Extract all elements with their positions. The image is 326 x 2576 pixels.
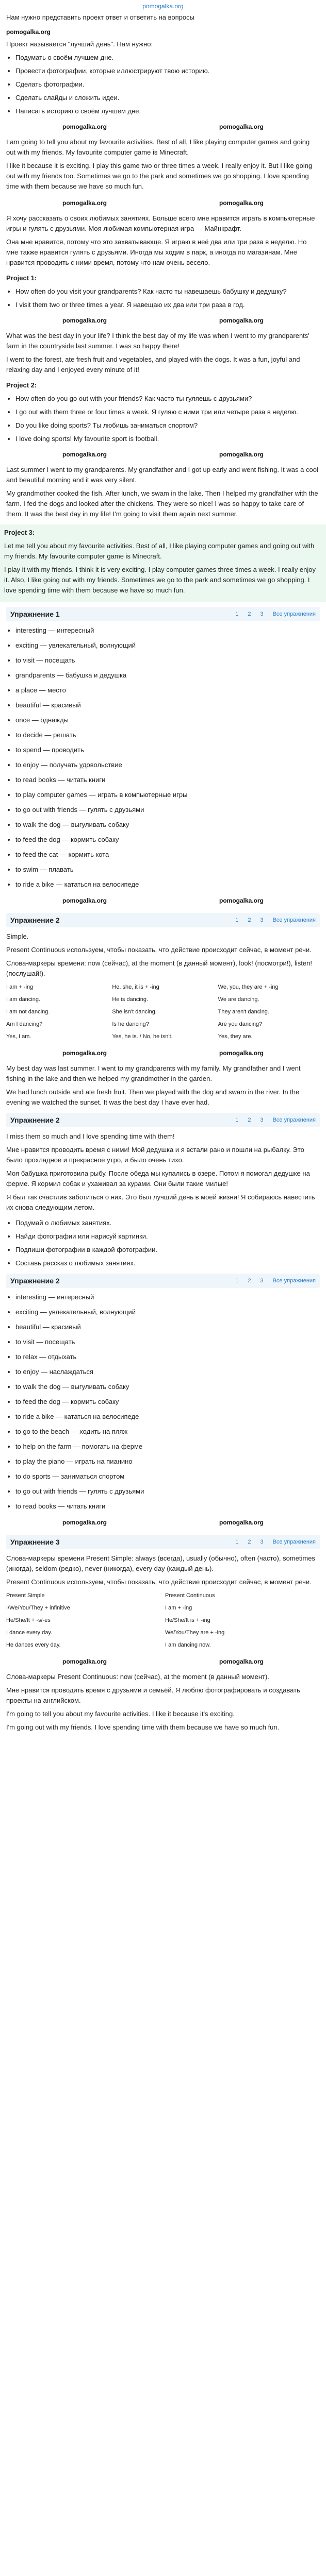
project-title: Project 1:	[6, 274, 37, 282]
table-cell: Yes, he is. / No, he isn't.	[112, 1033, 173, 1040]
project-text: What was the best day in your life? I think the best day of my life was when I went to my grandparents' farm in the countryside last summer. I was so happy there!	[6, 332, 309, 350]
exercise-header	[6, 607, 320, 621]
step-item: • Написать историю о своём лучшем дне.	[15, 106, 320, 116]
step-item: • Сделать фотографии.	[15, 79, 320, 90]
vocabulary-list	[15, 1292, 320, 1512]
task-item: • Подумай о любимых занятиях.	[15, 1218, 320, 1228]
text-paragraph: Слова-маркеры Present Continuous: now (сейчас), at the moment (в данный момент).	[6, 1673, 269, 1681]
all-exercises-link[interactable]: Все упражнения	[272, 1278, 316, 1284]
exercise-nav-link[interactable]: 2	[248, 1278, 251, 1284]
exercise-nav-link[interactable]: 1	[235, 1539, 239, 1545]
table-cell: He dances every day.	[6, 1642, 61, 1648]
vocabulary-list	[15, 625, 320, 890]
table-cell: They aren't dancing.	[218, 1009, 269, 1015]
project-3	[0, 524, 326, 602]
vocabulary-item: • to read books — читать книги	[15, 1501, 320, 1512]
vocabulary-item: • to enjoy — получать удовольствие	[15, 760, 320, 770]
site-domain[interactable]: pomogalka.org	[142, 3, 184, 10]
watermark: pomogalka.org	[62, 451, 107, 458]
table-cell: Yes, I am.	[6, 1033, 31, 1040]
vocabulary-item: • to play the piano — играть на пианино	[15, 1456, 320, 1467]
table-cell: I am not dancing.	[6, 1009, 50, 1015]
watermark-row	[6, 894, 320, 908]
watermark: pomogalka.org	[62, 317, 107, 324]
watermark: pomogalka.org	[62, 199, 107, 207]
vocabulary-item: • once — однажды	[15, 715, 320, 725]
vocabulary-item: • to go to the beach — ходить на пляж	[15, 1427, 320, 1437]
dialogue-line: • I visit them two or three times a year. Я навещаю их два или три раза в год.	[15, 300, 320, 310]
all-exercises-link[interactable]: Все упражнения	[272, 1117, 316, 1123]
table-cell: She isn't dancing.	[112, 1009, 157, 1015]
table-cell: I/We/You/They + infinitive	[6, 1605, 70, 1611]
table-cell: I am + -ing	[165, 1605, 192, 1611]
exercise-nav-link[interactable]: 3	[260, 917, 264, 923]
steps-list	[15, 53, 320, 116]
project-text: I play it with my friends. I think it is very exciting. I play computer games three times a week. I really enjoy it. Also, I like going out with my friends. Sometimes we go to the park and sometimes we go shopping. I love spending time with them because we have so much fun.	[4, 566, 316, 594]
exercise-header	[6, 1274, 320, 1288]
table-cell: I am dancing.	[6, 996, 41, 1003]
watermark-row	[6, 1655, 320, 1669]
text-paragraph: I miss them so much and I love spending time with them!	[6, 1132, 175, 1140]
vocabulary-item: • to go out with friends — гулять с друзьями	[15, 1486, 320, 1497]
vocabulary-item: • to decide — решать	[15, 730, 320, 740]
table-header-cell: We, you, they are + -ing	[218, 984, 279, 990]
table-cell: He/She/It + -s/-es	[6, 1617, 51, 1623]
grammar-explanation: Слова-маркеры времени: now (сейчас), at the moment (в данный момент), look! (посмотри!), listen! (послушай!).	[6, 959, 312, 977]
watermark: pomogalka.org	[219, 451, 264, 458]
watermark: pomogalka.org	[62, 1049, 107, 1057]
intro-line-1: Нам нужно представить проект ответ и ответить на вопросы	[6, 13, 194, 21]
exercise-nav-link[interactable]: 1	[235, 917, 239, 923]
all-exercises-link[interactable]: Все упражнения	[272, 1539, 316, 1545]
table-header-cell: He, she, it is + -ing	[112, 984, 159, 990]
exercise-nav-link[interactable]: 3	[260, 1117, 264, 1123]
vocabulary-item: • to do sports — заниматься спортом	[15, 1471, 320, 1482]
vocabulary-item: • interesting — интересный	[15, 1292, 320, 1302]
watermark-row	[6, 1516, 320, 1530]
watermark: pomogalka.org	[62, 897, 107, 904]
watermark-row	[6, 1047, 320, 1060]
translation-paragraph: Она мне нравится, потому что это захватывающе. Я играю в неё два или три раза в неделю. Но мне также нравится гулять с друзьями. Иногда мы ходим в парк, а иногда по магазинам. Мне нравится проводить с ними время, потому что нам очень весело.	[6, 238, 307, 266]
story-paragraph: I like it because it is exciting. I play this game two or three times a week. I really enjoy it. But I like going out with my friends too. Sometimes we go to the park and sometimes we go shopping. I love spending time with them because we have so much fun.	[6, 162, 313, 190]
exercise-nav-link[interactable]: 3	[260, 1278, 264, 1284]
all-exercises-link[interactable]: Все упражнения	[272, 611, 316, 617]
exercise-nav	[235, 1276, 316, 1286]
vocabulary-item: • to spend — проводить	[15, 745, 320, 755]
task-list	[15, 1218, 320, 1268]
grammar-explanation: Слова-маркеры времени Present Simple: always (всегда), usually (обычно), often (часто), sometimes (иногда), seldom (редко), never (никогда), every day (каждый день).	[6, 1554, 315, 1572]
vocabulary-item: • interesting — интересный	[15, 625, 320, 636]
project-text: Let me tell you about my favourite activities. Best of all, I like playing computer games and going out with my friends. My favourite computer game is Minecraft.	[4, 542, 315, 560]
step-item: • Сделать слайды и сложить идеи.	[15, 93, 320, 103]
table-cell: We are dancing.	[218, 996, 259, 1003]
watermark-row	[6, 121, 320, 134]
dialogue-line: • How often do you visit your grandparents? Как часто ты навещаешь бабушку и дедушку?	[15, 286, 320, 297]
site-header	[0, 0, 326, 12]
exercise-nav-link[interactable]: 1	[235, 1278, 239, 1284]
exercise-nav-link[interactable]: 2	[248, 611, 251, 617]
table-cell: We/You/They are + -ing	[165, 1630, 225, 1636]
exercise-3-outro	[6, 1672, 320, 1733]
exercise-nav-link[interactable]: 1	[235, 1117, 239, 1123]
project-text: I went to the forest, ate fresh fruit and vegetables, and played with the dogs. It was a fun, joyful and relaxing day and I enjoyed every minute of it!	[6, 355, 300, 374]
intro-line-2: Проект называется "лучший день". Нам нужно:	[6, 40, 153, 48]
text-paragraph: I'm going to tell you about my favourite activities. I like it because it's exciting.	[6, 1710, 235, 1718]
translation-main	[6, 213, 320, 268]
grammar-explanation: Present Continuous используем, чтобы показать, что действие происходит сейчас, в момент речи.	[6, 946, 312, 954]
table-cell: Am I dancing?	[6, 1021, 43, 1027]
vocabulary-item: • to read books — читать книги	[15, 775, 320, 785]
dialogue-line: • Do you like doing sports? Ты любишь заниматься спортом?	[15, 420, 320, 431]
text-paragraph: I'm going out with my friends. I love spending time with them because we have so much fun.	[6, 1723, 280, 1731]
table-cell: Is he dancing?	[112, 1021, 149, 1027]
watermark: pomogalka.org	[219, 897, 264, 904]
vocabulary-item: • a place — место	[15, 685, 320, 696]
story-paragraph: We had lunch outside and ate fresh fruit. Then we played with the dog and swam in the river. In the evening we watched the sunset. It was the best day I have ever had.	[6, 1088, 300, 1106]
story-paragraph: I am going to tell you about my favourite activities. Best of all, I like playing computer games and going out with my friends. My favourite computer game is Minecraft.	[6, 138, 310, 156]
task-item: • Составь рассказ о любимых занятиях.	[15, 1258, 320, 1268]
table-cell: Yes, they are.	[218, 1033, 253, 1040]
content	[0, 12, 326, 1733]
exercise-title: Упражнение 2	[10, 1277, 60, 1285]
project-2	[6, 380, 320, 519]
project-dialogue	[15, 394, 320, 444]
exercise-nav-link[interactable]: 2	[248, 1117, 251, 1123]
project-title: Project 3:	[4, 529, 35, 536]
step-item: • Провести фотографии, которые иллюстрируют твою историю.	[15, 66, 320, 76]
watermark: pomogalka.org	[219, 1658, 264, 1665]
vocabulary-item: • to walk the dog — выгуливать собаку	[15, 820, 320, 830]
translation-paragraph: Я хочу рассказать о своих любимых занятиях. Больше всего мне нравится играть в компьютерные игры и гулять с друзьями. Моя любимая компьютерная игра — Майнкрафт.	[6, 214, 315, 232]
vocabulary-item: • to help on the farm — помогать на ферме	[15, 1442, 320, 1452]
table-header-cell: I am + -ing	[6, 984, 34, 990]
project-text: My grandmother cooked the fish. After lunch, we swam in the lake. Then I helped my grandfather with the farm. I fed the dogs and looked after the chickens. They were so nice! I was so happy to take care of them. It was the best day in my life! I'm going to visit them again next summer.	[6, 489, 318, 518]
dialogue-line: • I go out with them three or four times a week. Я гуляю с ними три или четыре раза в неделю.	[15, 407, 320, 417]
text-paragraph: Мне нравится проводить время с ними! Мой дедушка и я встали рано и пошли на рыбалку. Это было прохладное и прекрасное утро, и было очень тихо.	[6, 1146, 304, 1164]
project-1	[6, 273, 320, 375]
vocabulary-item: • to visit — посещать	[15, 655, 320, 666]
task-item: • Подпиши фотографии в каждой фотографии.	[15, 1245, 320, 1255]
table-cell: I dance every day.	[6, 1630, 53, 1636]
vocabulary-item: • to walk the dog — выгуливать собаку	[15, 1382, 320, 1392]
watermark: pomogalka.org	[62, 123, 107, 130]
grammar-table	[6, 982, 320, 1042]
exercise-2-story	[6, 1063, 320, 1108]
vocabulary-item: • to feed the cat — кормить кота	[15, 850, 320, 860]
exercise-2b-text	[6, 1131, 320, 1213]
vocabulary-item: • grandparents — бабушка и дедушка	[15, 670, 320, 681]
vocabulary-item: • to play computer games — играть в компьютерные игры	[15, 790, 320, 800]
table-header-cell: Present Simple	[6, 1592, 45, 1599]
text-paragraph: Моя бабушка приготовила рыбу. После обеда мы купались в озере. Потом я помогал дедушке на ферме. Я кормил собак и ухаживал за курами. Они были такие милые!	[6, 1170, 310, 1188]
exercise-nav	[235, 609, 316, 619]
all-exercises-link[interactable]: Все упражнения	[272, 917, 316, 923]
vocabulary-item: • exciting — увлекательный, волнующий	[15, 1307, 320, 1317]
exercise-nav-link[interactable]: 3	[260, 611, 264, 617]
table-cell: Are you dancing?	[218, 1021, 263, 1027]
watermark: pomogalka.org	[219, 199, 264, 207]
vocabulary-item: • to swim — плавать	[15, 865, 320, 875]
dialogue-line: • I love doing sports! My favourite sport is football.	[15, 434, 320, 444]
task-item: • Найди фотографии или нарисуй картинки.	[15, 1231, 320, 1242]
exercise-nav-link[interactable]: 2	[248, 917, 251, 923]
story-paragraph: My best day was last summer. I went to my grandparents with my family. My grandfather and I went fishing in the lake and then we helped my grandmother in the garden.	[6, 1064, 301, 1082]
grammar-table	[6, 1590, 320, 1650]
step-item: • Подумать о своём лучшем дне.	[15, 53, 320, 63]
project-dialogue	[15, 286, 320, 310]
vocabulary-item: • to enjoy — наслаждаться	[15, 1367, 320, 1377]
vocabulary-item: • exciting — увлекательный, волнующий	[15, 640, 320, 651]
vocabulary-item: • to feed the dog — кормить собаку	[15, 835, 320, 845]
vocabulary-item: • to visit — посещать	[15, 1337, 320, 1347]
exercise-title: Упражнение 3	[10, 1538, 60, 1546]
project-text: Last summer I went to my grandparents. My grandfather and I got up early and went fishing. It was a cool and beautiful morning and it was very silent.	[6, 466, 318, 484]
text-paragraph: Я был так счастлив заботиться о них. Это был лучший день в моей жизни! Я собираюсь навестить их снова следующим летом.	[6, 1193, 315, 1211]
text-paragraph: Мне нравится проводить время с друзьями и семьёй. Я люблю фотографировать и создавать проекты на английском.	[6, 1686, 300, 1704]
exercise-nav-link[interactable]: 3	[260, 1539, 264, 1545]
exercise-nav	[235, 1115, 316, 1125]
project-title: Project 2:	[6, 381, 37, 389]
vocabulary-item: • to feed the dog — кормить собаку	[15, 1397, 320, 1407]
watermark: pomogalka.org	[6, 28, 51, 36]
exercise-title: Упражнение 1	[10, 610, 60, 618]
watermark: pomogalka.org	[219, 317, 264, 324]
watermark: pomogalka.org	[62, 1519, 107, 1526]
exercise-nav-link[interactable]: 2	[248, 1539, 251, 1545]
watermark-row	[6, 197, 320, 210]
exercise-nav	[235, 1537, 316, 1547]
table-cell: I am dancing now.	[165, 1642, 211, 1648]
vocabulary-item: • to ride a bike — кататься на велосипеде	[15, 879, 320, 890]
exercise-nav	[235, 915, 316, 925]
table-cell: He/She/It is + -ing	[165, 1617, 210, 1623]
watermark-row	[6, 314, 320, 328]
vocabulary-item: • beautiful — красивый	[15, 700, 320, 710]
grammar-explanation: Present Continuous используем, чтобы показать, что действие происходит сейчас, в момент речи.	[6, 1578, 312, 1586]
exercise-header	[6, 913, 320, 927]
table-header-cell: Present Continuous	[165, 1592, 215, 1599]
watermark-row	[6, 448, 320, 462]
watermark: pomogalka.org	[219, 1519, 264, 1526]
vocabulary-item: • to go out with friends — гулять с друзьями	[15, 805, 320, 815]
watermark: pomogalka.org	[219, 123, 264, 130]
exercise-title: Упражнение 2	[10, 916, 60, 924]
watermark: pomogalka.org	[62, 1658, 107, 1665]
dialogue-line: • How often do you go out with your friends? Как часто ты гуляешь с друзьями?	[15, 394, 320, 404]
vocabulary-item: • to relax — отдыхать	[15, 1352, 320, 1362]
exercise-header	[6, 1535, 320, 1549]
table-cell: He is dancing.	[112, 996, 149, 1003]
exercise-title: Упражнение 2	[10, 1116, 60, 1124]
story-main	[6, 137, 320, 192]
vocabulary-item: • beautiful — красивый	[15, 1322, 320, 1332]
exercise-header	[6, 1113, 320, 1127]
exercise-nav-link[interactable]: 1	[235, 611, 239, 617]
watermark: pomogalka.org	[219, 1049, 264, 1057]
simple-label: Simple.	[6, 933, 29, 940]
vocabulary-item: • to ride a bike — кататься на велосипеде	[15, 1412, 320, 1422]
